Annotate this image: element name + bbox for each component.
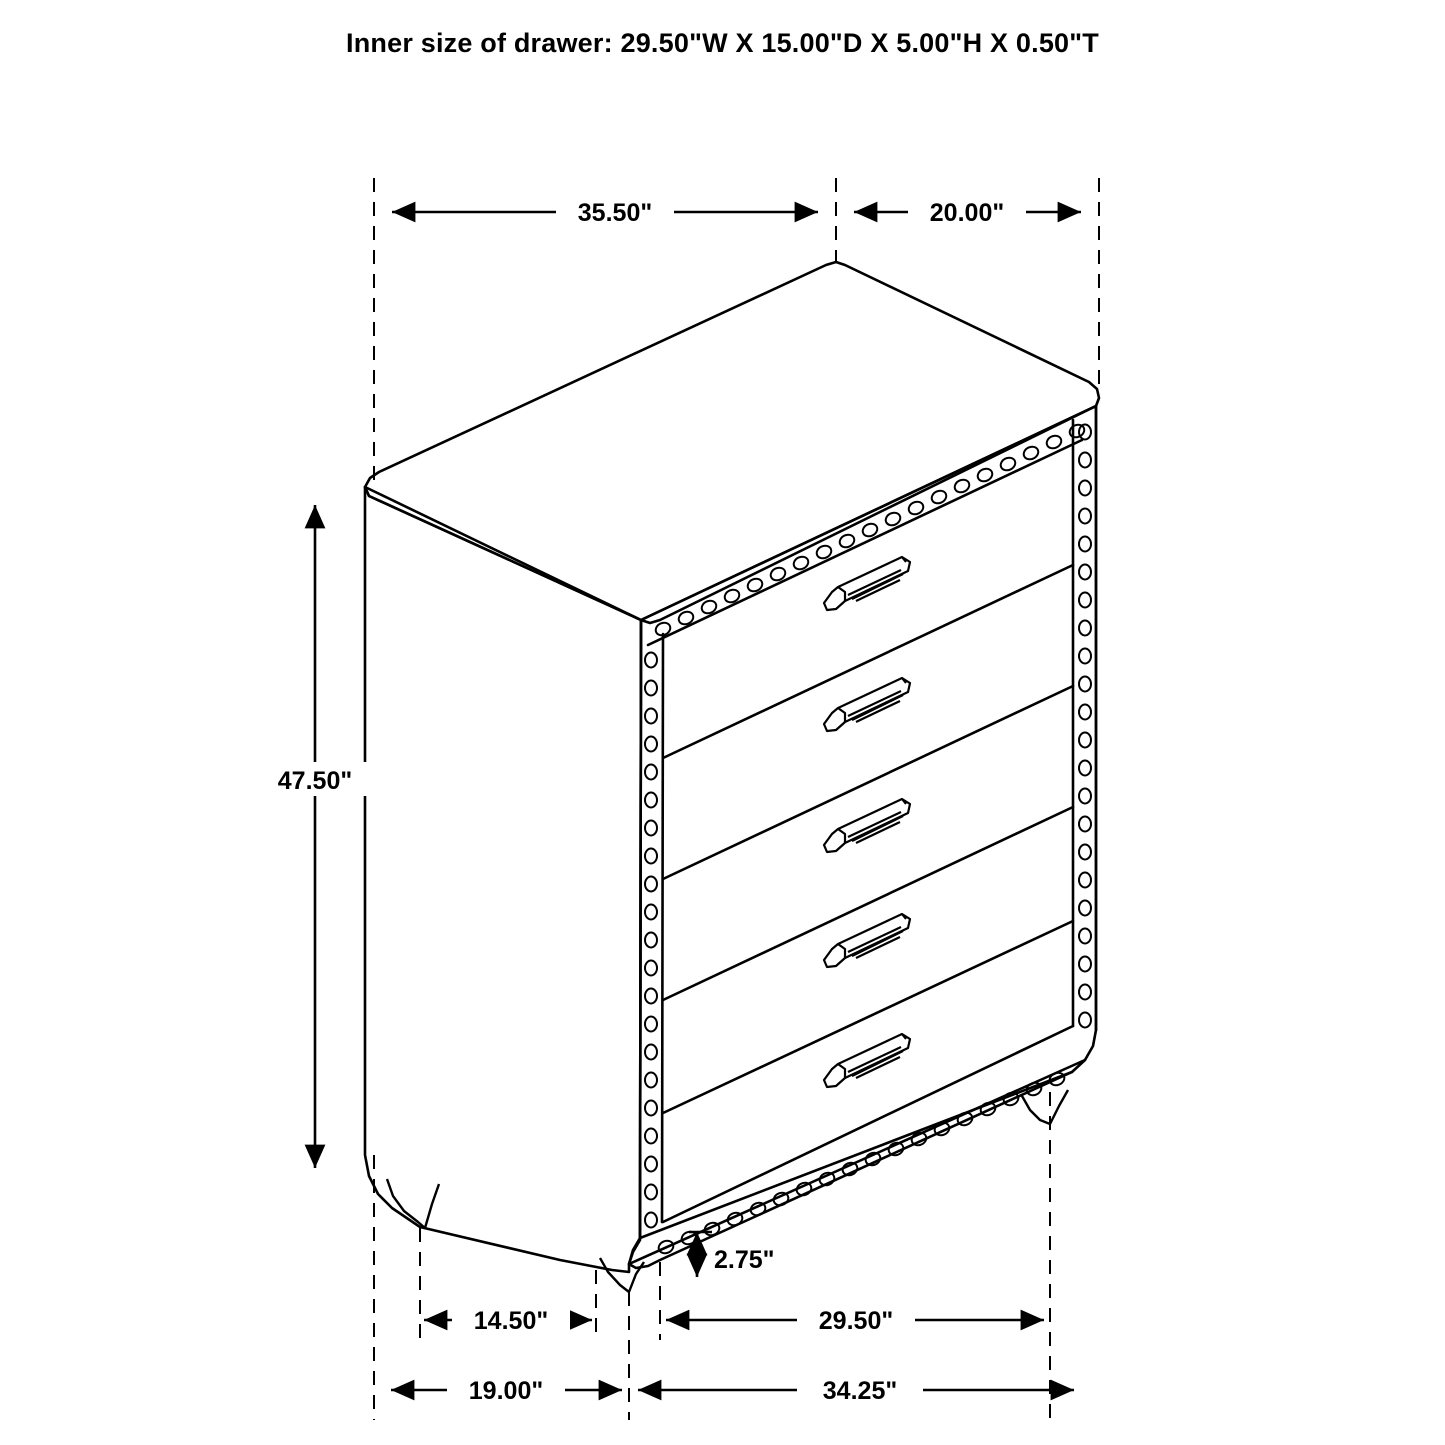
dim-label-leg: 2.75": [714, 1246, 775, 1274]
dim-label-base-left-outer: 19.00": [468, 1377, 544, 1405]
left-top-edge: [365, 487, 641, 620]
dim-label-height: 47.50": [277, 767, 353, 795]
drawer-divider-3: [663, 807, 1073, 1000]
leg-front-center: [600, 1258, 644, 1292]
dim-label-base-left-inner: 14.50": [473, 1307, 549, 1335]
studs-right-vertical: [1079, 425, 1091, 1028]
studs-left-vertical: [645, 653, 657, 1228]
top-panel: [365, 262, 1099, 623]
page-title: Inner size of drawer: 29.50"W X 15.00"D X 5.00"H X 0.50"T: [346, 28, 1099, 58]
nailhead-studs: [645, 422, 1091, 1255]
drawer-divider-1: [663, 565, 1073, 758]
dim-label-depth-top: 20.00": [929, 199, 1005, 227]
chest-body: [365, 262, 1099, 1272]
trim-edge-top-front: [641, 406, 1096, 620]
drawer-divider-2: [663, 686, 1073, 879]
extension-lines: [374, 178, 1099, 1420]
drawer-pull-2: [824, 678, 910, 731]
trim-inner-bottom-front: [663, 1026, 1073, 1222]
dim-label-width-top: 35.50": [577, 199, 653, 227]
trim-inner-left-vertical: [662, 634, 663, 1222]
leg-left-rear: [387, 1179, 439, 1228]
drawer-pull-4: [824, 914, 910, 967]
drawer-divider-4: [663, 921, 1073, 1113]
drawer-pull-1: [824, 557, 910, 610]
left-side-panel: [365, 487, 641, 1272]
drawer-pull-3: [824, 799, 910, 852]
studs-bottom-front: [657, 1071, 1066, 1256]
drawer-pull-5: [824, 1034, 910, 1087]
drawer-pulls: [824, 557, 910, 1087]
studs-top-front: [654, 422, 1087, 637]
trim-inner-top-front: [648, 440, 1082, 645]
trim-edge-bottom-front: [640, 1072, 1072, 1238]
dim-label-base-right-inner: 29.50": [818, 1307, 894, 1335]
trim-edge-left-vertical: [640, 620, 641, 1238]
dim-label-base-right-outer: 34.25": [822, 1377, 898, 1405]
